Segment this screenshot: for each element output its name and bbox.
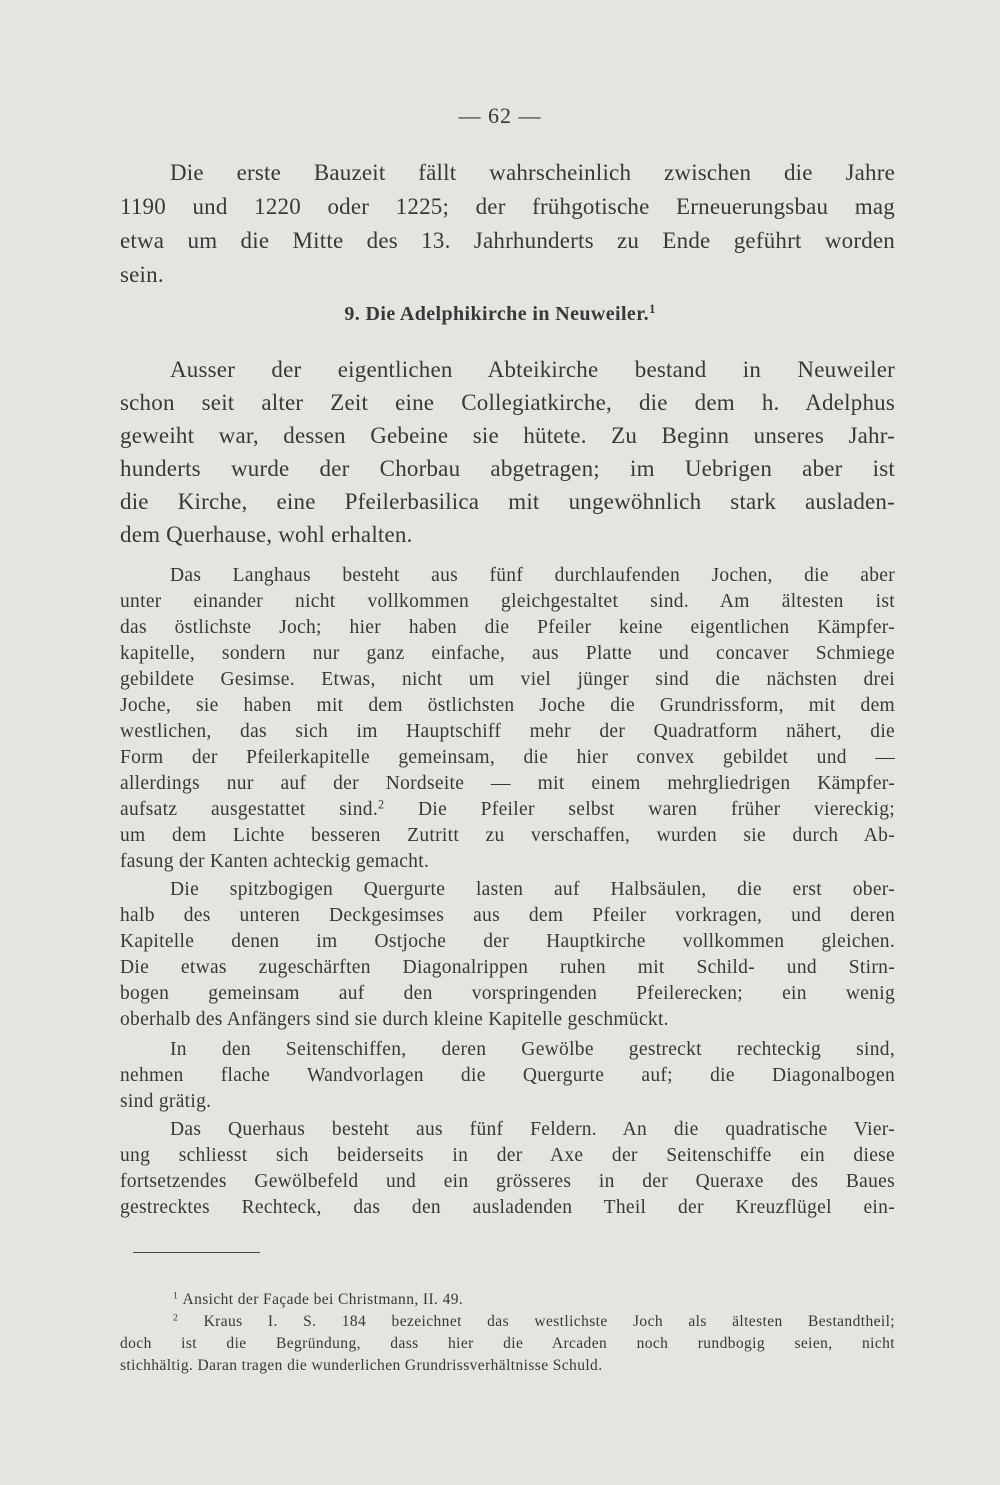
langhaus-line-5: gebildete Gesimse. Etwas, nicht um viel jünger sind die nächsten drei [120,669,895,690]
langhaus-line-10-start: aufsatz ausgestattet sind. [120,799,379,820]
footnote-1 [173,1291,895,1309]
footnote-2-text-1: Kraus I. S. 184 bezeichnet das westlichste Joch als ältesten Bestandtheil; [203,1313,895,1330]
intro-line-3: etwa um die Mitte des 13. Jahrhunderts zu Ende geführt worden [120,228,895,253]
para-intro-line-4: hunderts wurde der Chorbau abgetragen; im Uebrigen aber ist [120,456,895,481]
para-intro-line-1: Ausser der eigentlichen Abteikirche bestand in Neuweiler [170,357,895,382]
footnote-2-line-1 [173,1313,895,1331]
langhaus-line-12: fasung der Kanten achteckig gemacht. [120,851,430,872]
seitenschiffe-line-3: sind grätig. [120,1091,212,1112]
footnote-separator [133,1252,260,1253]
langhaus-line-3: das östlichste Joch; hier haben die Pfeiler keine eigentlichen Kämpfer- [120,617,895,638]
langhaus-line-6: Joche, sie haben mit dem östlichsten Joche die Grundrissform, mit dem [120,695,895,716]
spitzbogen-line-3: Kapitelle denen im Ostjoche der Hauptkirche vollkommen gleichen. [120,931,895,952]
querhaus-line-1: Das Querhaus besteht aus fünf Feldern. An die quadratische Vier- [170,1119,895,1140]
footnote-1-number: 1 [173,1290,179,1302]
seitenschiffe-line-1: In den Seitenschiffen, deren Gewölbe gestreckt rechteckig sind, [170,1039,895,1060]
spitzbogen-line-2: halb des unteren Deckgesimses aus dem Pfeiler vorkragen, und deren [120,905,895,926]
spitzbogen-line-4: Die etwas zugeschärften Diagonalrippen ruhen mit Schild- und Stirn- [120,957,895,978]
langhaus-line-8: Form der Pfeilerkapitelle gemeinsam, die hier convex gebildet und — [120,747,895,768]
footnote-ref-1: 1 [649,302,656,317]
para-intro-line-6: dem Querhause, wohl erhalten. [120,522,413,547]
spitzbogen-line-1: Die spitzbogigen Quergurte lasten auf Halbsäulen, die erst ober- [170,879,895,900]
langhaus-line-10 [120,799,895,821]
para-intro-line-5: die Kirche, eine Pfeilerbasilica mit ungewöhnlich stark ausladen- [120,489,895,514]
querhaus-line-4: gestrecktes Rechteck, das den ausladenden Theil der Kreuzflügel ein- [120,1197,895,1218]
para-intro-line-2: schon seit alter Zeit eine Collegiatkirche, die dem h. Adelphus [120,390,895,415]
intro-line-2: 1190 und 1220 oder 1225; der frühgotische Erneuerungsbau mag [120,194,895,219]
spitzbogen-line-5: bogen gemeinsam auf den vorspringenden Pfeilerecken; ein wenig [120,983,895,1004]
para-intro-line-3: geweiht war, dessen Gebeine sie hütete. Zu Beginn unseres Jahr- [120,423,895,448]
seitenschiffe-line-2: nehmen flache Wandvorlagen die Quergurte auf; die Diagonalbogen [120,1065,895,1086]
page-number: — 62 — [458,103,542,128]
langhaus-line-1: Das Langhaus besteht aus fünf durchlaufenden Jochen, die aber [170,565,895,586]
footnote-2-line-2: doch ist die Begründung, dass hier die Arcaden noch rundbogig seien, nicht [120,1335,895,1352]
langhaus-line-2: unter einander nicht vollkommen gleichgestaltet sind. Am ältesten ist [120,591,895,612]
intro-line-4: sein. [120,262,164,287]
footnote-2-number: 2 [173,1312,179,1324]
footnote-2-line-3: stichhältig. Daran tragen die wunderlichen Grundrissverhältnisse Schuld. [120,1357,603,1374]
section-heading [0,303,1000,326]
langhaus-line-11: um dem Lichte besseren Zutritt zu verschaffen, wurden sie durch Ab- [120,825,895,846]
footnote-ref-2: 2 [378,797,385,812]
spitzbogen-line-6: oberhalb des Anfängers sind sie durch kleine Kapitelle geschmückt. [120,1009,669,1030]
langhaus-line-7: westlichen, das sich im Hauptschiff mehr der Quadratform nähert, die [120,721,895,742]
langhaus-line-4: kapitelle, sondern nur ganz einfache, aus Platte und concaver Schmiege [120,643,895,664]
intro-line-1: Die erste Bauzeit fällt wahrscheinlich zwischen die Jahre [170,160,895,185]
querhaus-line-3: fortsetzendes Gewölbefeld und ein grösseres in der Queraxe des Baues [120,1171,895,1192]
footnote-1-text: Ansicht der Façade bei Christmann, II. 49. [182,1291,464,1308]
section-heading-text: 9. Die Adelphikirche in Neuweiler. [344,303,650,325]
langhaus-line-10-end: Die Pfeiler selbst waren früher viereckig; [384,799,895,820]
querhaus-line-2: ung schliesst sich beiderseits in der Axe der Seitenschiffe ein diese [120,1145,895,1166]
langhaus-line-9: allerdings nur auf der Nordseite — mit einem mehrgliedrigen Kämpfer- [120,773,895,794]
